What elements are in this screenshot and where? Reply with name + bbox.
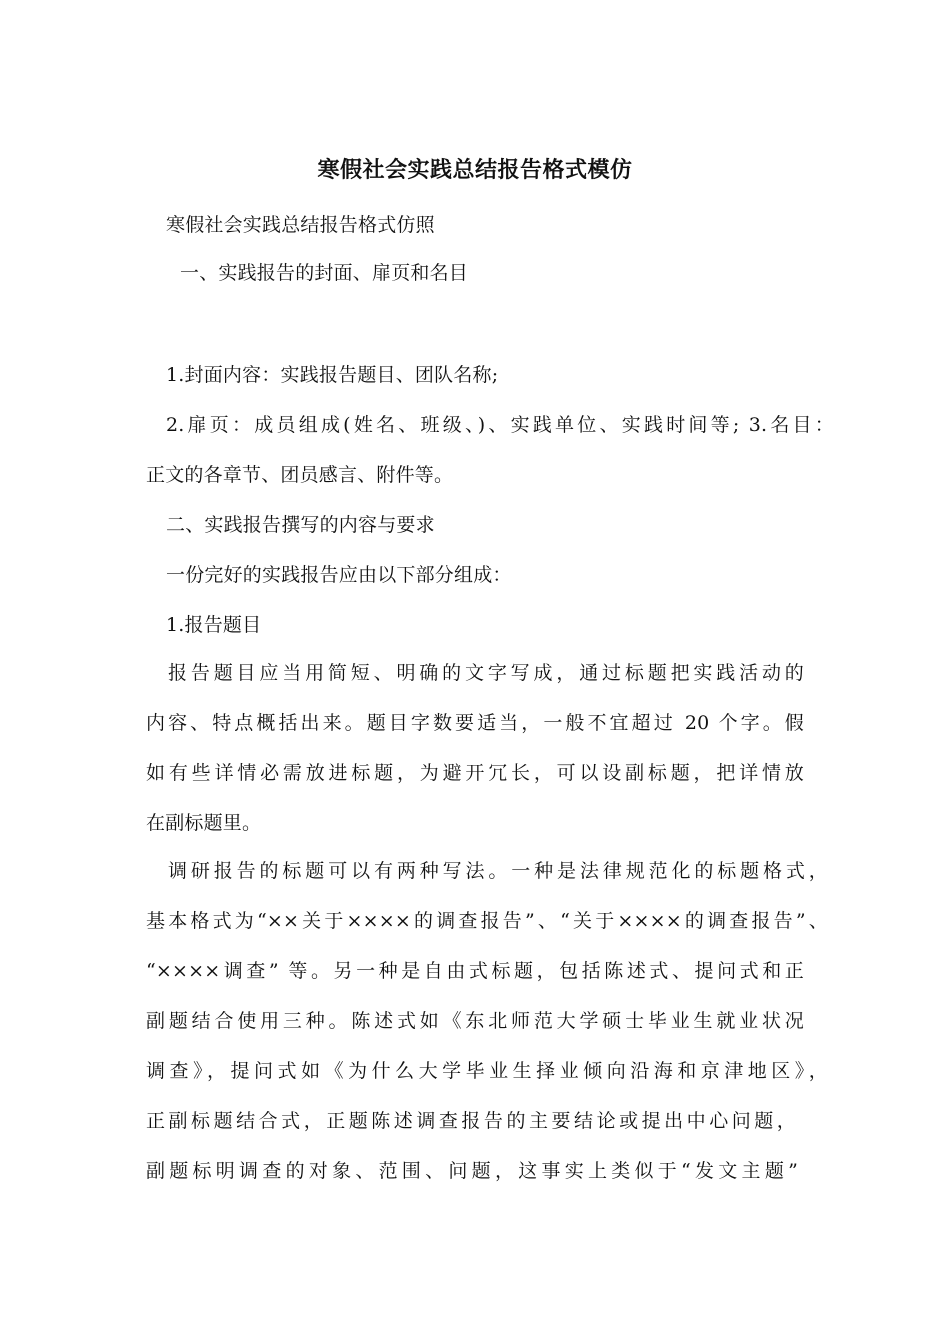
paragraph-line: 正文的各章节、团员感言、附件等。 xyxy=(146,464,454,486)
paragraph-line: 2.扉页：成员组成(姓名、班级、)、实践单位、实践时间等; 3.名目： xyxy=(166,414,834,436)
paragraph-line: 寒假社会实践总结报告格式仿照 xyxy=(166,214,435,236)
paragraph-line: 基本格式为“××关于××××的调查报告”、“关于××××的调查报告”、 xyxy=(146,910,828,932)
paragraph-line: 副题结合使用三种。陈述式如《东北师范大学硕士毕业生就业状况 xyxy=(146,1010,804,1032)
paragraph-line: 报告题目应当用简短、明确的文字写成，通过标题把实践活动的 xyxy=(168,662,804,684)
paragraph-line: 一份完好的实践报告应由以下部分组成： xyxy=(166,564,512,586)
subsection-heading: 1.报告题目 xyxy=(166,614,262,636)
paragraph-line: 1.封面内容：实践报告题目、团队名称; xyxy=(166,364,499,386)
paragraph-line: 在副标题里。 xyxy=(146,812,262,834)
section-heading: 一、实践报告的封面、扉页和名目 xyxy=(180,262,469,284)
paragraph-line: “××××调查” 等。另一种是自由式标题，包括陈述式、提问式和正 xyxy=(146,960,804,982)
paragraph-line: 调研报告的标题可以有两种写法。一种是法律规范化的标题格式， xyxy=(168,860,828,882)
document-title: 寒假社会实践总结报告格式模仿 xyxy=(317,158,633,183)
paragraph-line: 正副标题结合式，正题陈述调查报告的主要结论或提出中心问题， xyxy=(146,1110,796,1132)
paragraph-line: 副题标明调查的对象、范围、问题，这事实上类似于“发文主题” xyxy=(146,1160,798,1182)
paragraph-line: 调查》，提问式如《为什么大学毕业生择业倾向沿海和京津地区》， xyxy=(146,1060,828,1082)
paragraph-line: 如有些详情必需放进标题，为避开冗长，可以设副标题，把详情放 xyxy=(146,762,804,784)
paragraph-line: 内容、特点概括出来。题目字数要适当，一般不宜超过 20 个字。假 xyxy=(146,712,804,734)
section-heading: 二、实践报告撰写的内容与要求 xyxy=(166,514,435,536)
